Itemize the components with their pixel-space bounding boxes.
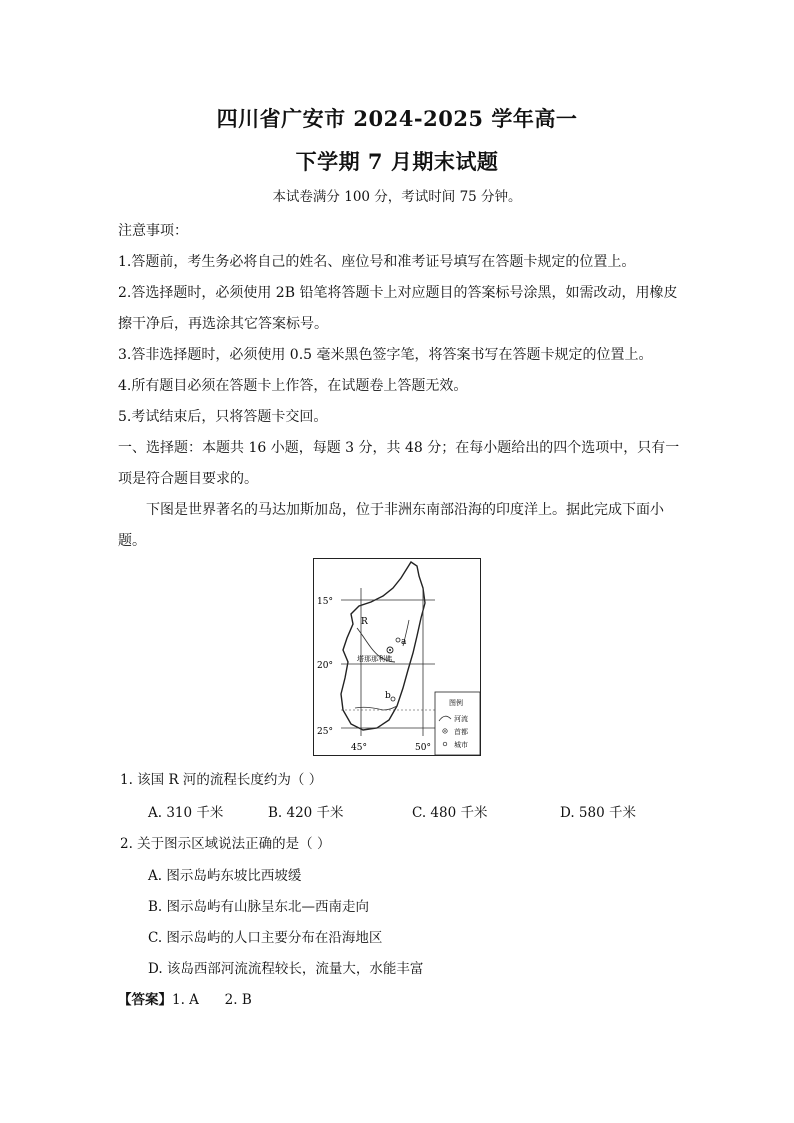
note-item: 3.答非选择题时，必须使用 0.5 毫米黑色签字笔，将答案书写在答题卡规定的位置上。 (118, 347, 653, 363)
answer-label: 【答案】 (118, 992, 172, 1008)
city-b-marker (391, 697, 395, 701)
question-2-option-b[interactable]: B. 图示岛屿有山脉呈东北—西南走向 (148, 899, 370, 915)
question-1-option-a[interactable]: A. 310 千米 (148, 805, 224, 821)
legend-title: 图例 (449, 699, 463, 707)
section-heading-cont: 项是符合题目要求的。 (118, 471, 258, 487)
legend-capital: 首都 (454, 728, 468, 736)
question-intro: 下图是世界著名的马达加斯加岛，位于非洲东南部沿海的印度洋上。据此完成下面小 (146, 502, 664, 518)
legend-city-icon (443, 742, 447, 746)
notes-heading: 注意事项： (118, 223, 188, 239)
question-1-option-d[interactable]: D. 580 千米 (560, 805, 636, 821)
river-label: R (361, 617, 368, 627)
legend-city: 城市 (454, 741, 468, 749)
note-item: 2.答选择题时，必须使用 2B 铅笔将答题卡上对应题目的答案标号涂黑，如需改动，用橡皮 (118, 285, 678, 301)
question-2-stem: 2. 关于图示区域说法正确的是（ ） (120, 836, 331, 852)
lat-label-20: 20° (317, 661, 333, 671)
lat-label-15: 15° (317, 597, 333, 607)
capital-label: 塔那那利佛 (357, 655, 392, 663)
madagascar-map (313, 558, 481, 756)
page-title-line2: 下学期 7 月期末试题 (295, 149, 499, 174)
question-2-option-a[interactable]: A. 图示岛屿东坡比西坡缓 (148, 868, 302, 884)
note-item: 4.所有题目必须在答题卡上作答，在试题卷上答题无效。 (118, 378, 468, 394)
question-1-option-b[interactable]: B. 420 千米 (268, 805, 344, 821)
city-a-label: a (401, 637, 407, 647)
answer-text: 1. A 2. B (172, 992, 252, 1008)
note-item: 擦干净后，再选涂其它答案标号。 (118, 316, 328, 332)
lon-label-45: 45° (351, 743, 367, 753)
lon-label-50: 50° (415, 743, 431, 753)
question-1-stem: 1. 该国 R 河的流程长度约为（ ） (120, 772, 323, 788)
city-b-label: b (385, 691, 391, 701)
note-item: 5.考试结束后，只将答题卡交回。 (118, 409, 328, 425)
answer-line (118, 988, 252, 1008)
question-intro-cont: 题。 (118, 533, 146, 549)
note-item: 1.答题前，考生务必将自己的姓名、座位号和准考证号填写在答题卡规定的位置上。 (118, 254, 636, 270)
page-title: 四川省广安市 2024-2025 学年高一 (216, 106, 578, 131)
section-heading: 一、选择题：本题共 16 小题，每题 3 分，共 48 分；在每小题给出的四个选项中，只有一 (118, 440, 680, 456)
question-1-option-c[interactable]: C. 480 千米 (412, 805, 488, 821)
city-a-marker (396, 638, 400, 642)
lat-label-25: 25° (317, 727, 333, 737)
question-2-option-d[interactable]: D. 该岛西部河流流程较长，流量大，水能丰富 (148, 961, 424, 977)
exam-info: 本试卷满分 100 分，考试时间 75 分钟。 (272, 189, 522, 205)
legend-river: 河流 (454, 715, 468, 723)
question-2-option-c[interactable]: C. 图示岛屿的人口主要分布在沿海地区 (148, 930, 383, 946)
